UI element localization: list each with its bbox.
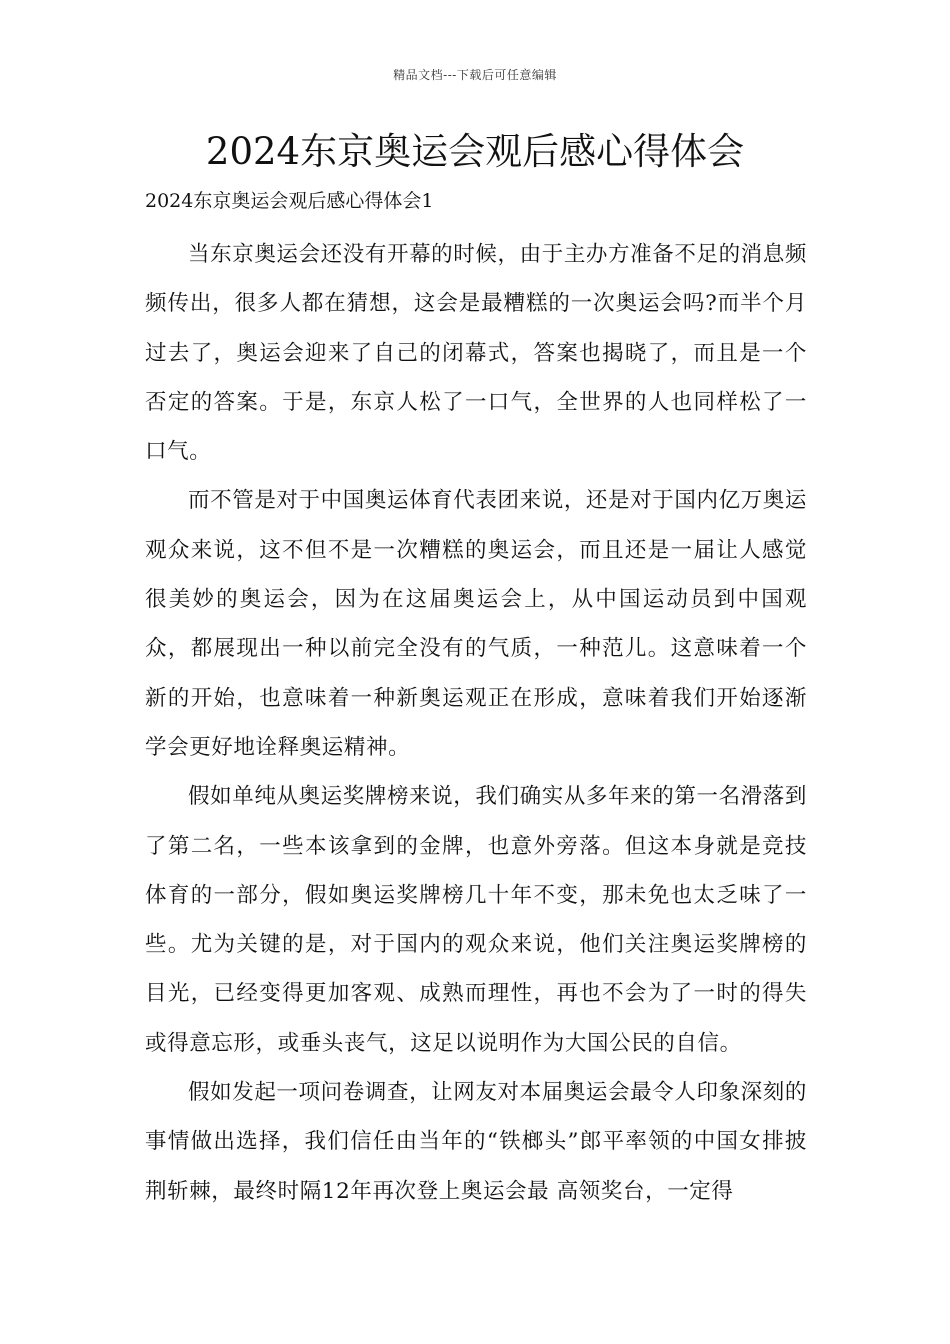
document-title: 2024东京奥运会观后感心得体会	[205, 130, 745, 173]
body-text	[145, 230, 807, 1216]
paragraph-1: 当东京奥运会还没有开幕的时候，由于主办方准备不足的消息频频传出，很多人都在猜想，这会是最糟糕的一次奥运会吗?而半个月过去了，奥运会迎来了自己的闭幕式，答案也揭晓了，而且是一个否定的答案。于是，东京人松了一口气，全世界的人也同样松了一口气。	[145, 242, 807, 465]
section-subtitle: 2024东京奥运会观后感心得体会1	[145, 190, 434, 212]
paragraph-4: 假如发起一项问卷调查，让网友对本届奥运会最令人印象深刻的事情做出选择，我们信任由当年的“铁榔头”郎平率领的中国女排披荆斩棘，最终时隔12年再次登上奥运会最 高领奖台，一定得	[145, 1080, 807, 1204]
paragraph-3: 假如单纯从奥运奖牌榜来说，我们确实从多年来的第一名滑落到了第二名，一些本该拿到的金牌，也意外旁落。但这本身就是竞技体育的一部分，假如奥运奖牌榜几十年不变，那未免也太乏味了一些。尤为关键的是，对于国内的观众来说，他们关注奥运奖牌榜的目光，已经变得更加客观、成熟而理性，再也不会为了一时的得失或得意忘形，或垂头丧气，这足以说明作为大国公民的自信。	[145, 784, 807, 1056]
header-note: 精品文档---下载后可任意编辑	[393, 68, 557, 82]
paragraph-2: 而不管是对于中国奥运体育代表团来说，还是对于国内亿万奥运观众来说，这不但不是一次糟糕的奥运会，而且还是一届让人感觉很美妙的奥运会，因为在这届奥运会上，从中国运动员到中国观众，都展现出一种以前完全没有的气质，一种范儿。这意味着一个新的开始，也意味着一种新奥运观正在形成，意味着我们开始逐渐学会更好地诠释奥运精神。	[145, 488, 807, 760]
